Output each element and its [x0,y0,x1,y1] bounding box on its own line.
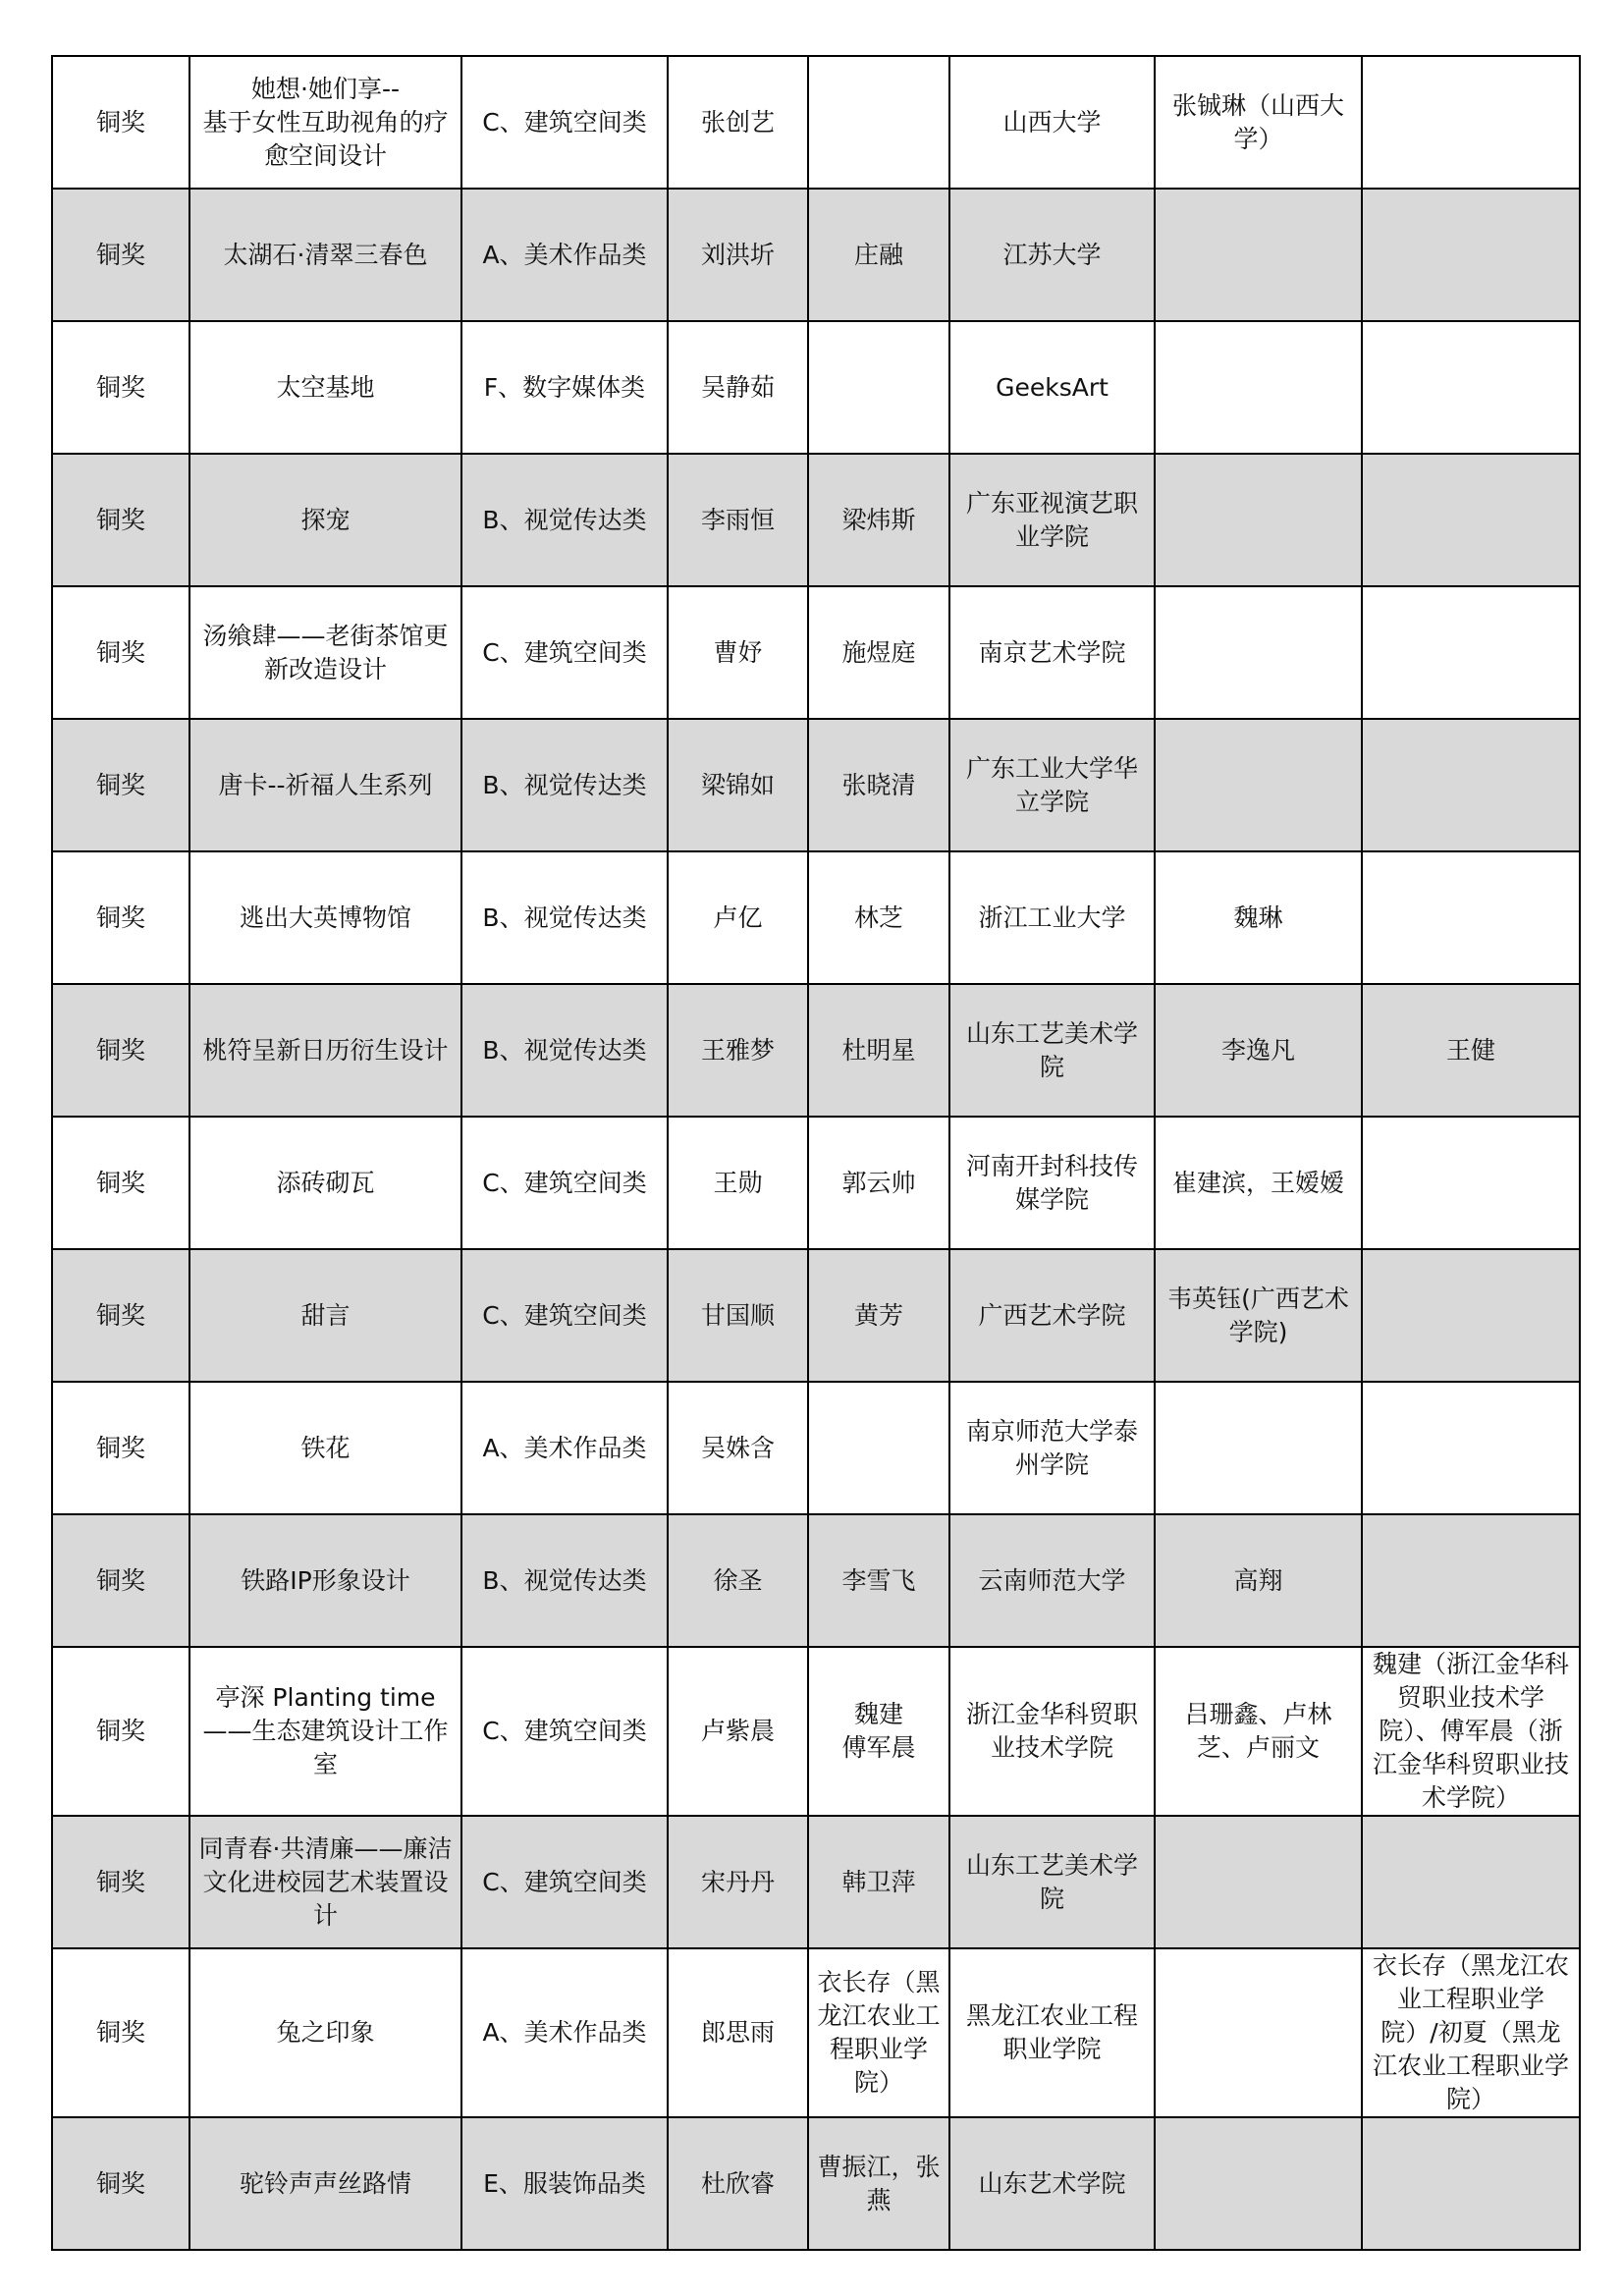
table-row [52,984,1580,1117]
advisor-cell-text: 韦英钰(广西艺术学院) [1167,1284,1349,1346]
teammates-cell [808,719,949,851]
school-cell-text: 广东工业大学华立学院 [965,753,1138,816]
advisor2-cell [1362,984,1580,1117]
author-cell [668,454,808,586]
school-cell-text: 云南师范大学 [978,1565,1126,1595]
table-row [52,1249,1580,1382]
teammates-cell-text: 梁炜斯 [841,505,916,534]
title-cell [189,454,461,586]
award-cell-text: 铜奖 [95,240,145,269]
award-cell [52,2117,189,2250]
author-cell-text: 甘国顺 [700,1300,775,1330]
award-cell [52,321,189,454]
title-cell [189,586,461,719]
category-cell [461,56,668,189]
category-cell [461,851,668,984]
school-cell [949,851,1155,984]
award-cell [52,984,189,1117]
title-cell-text: 同青春·共清廉——廉洁文化进校园艺术装置设计 [198,1833,453,1930]
title-cell-text: 驼铃声声丝路情 [239,2168,411,2198]
advisor-cell [1155,321,1362,454]
author-cell-text: 杜欣睿 [700,2168,775,2198]
author-cell-text: 吴静茹 [700,372,775,402]
title-cell [189,851,461,984]
advisor-cell [1155,56,1362,189]
category-cell-text: A、美术作品类 [482,1433,647,1462]
category-cell [461,586,668,719]
school-cell [949,586,1155,719]
teammates-cell [808,1948,949,2117]
award-cell-text: 铜奖 [95,1565,145,1595]
title-cell [189,189,461,321]
teammates-cell-text: 黄芳 [853,1300,903,1330]
title-cell [189,719,461,851]
category-cell [461,2117,668,2250]
category-cell-text: B、视觉传达类 [482,902,647,932]
award-cell [52,189,189,321]
award-cell [52,719,189,851]
teammates-cell-text: 衣长存（黑龙江农业工程职业学院） [817,1968,941,2097]
teammates-cell [808,189,949,321]
author-cell [668,189,808,321]
category-cell-text: A、美术作品类 [482,2018,647,2047]
author-cell-text: 曹妤 [713,637,763,667]
award-cell-text: 铜奖 [95,770,145,799]
advisor-cell [1155,1816,1362,1948]
teammates-cell [808,321,949,454]
category-cell-text: B、视觉传达类 [482,1565,647,1595]
author-cell [668,851,808,984]
category-cell-text: C、建筑空间类 [482,1300,647,1330]
title-cell-text: 太空基地 [276,372,375,402]
award-cell-text: 铜奖 [95,1717,145,1745]
table-row [52,2117,1580,2250]
advisor2-cell-text: 王健 [1445,1035,1495,1065]
author-cell-text: 郎思雨 [700,2018,775,2047]
title-cell-text: 铁路IP形象设计 [241,1565,410,1595]
award-cell [52,1647,189,1816]
school-cell [949,1647,1155,1816]
school-cell-text: 广西艺术学院 [978,1300,1126,1330]
title-cell [189,1948,461,2117]
school-cell-text: 南京艺术学院 [978,637,1126,667]
school-cell-text: 南京师范大学泰州学院 [965,1416,1138,1479]
school-cell [949,1514,1155,1647]
category-cell [461,1249,668,1382]
category-cell-text: C、建筑空间类 [482,1717,647,1745]
table-row [52,1382,1580,1514]
school-cell-text: 黑龙江农业工程职业学院 [965,2001,1138,2063]
title-cell [189,1816,461,1948]
category-cell [461,189,668,321]
school-cell-text: 浙江金华科贸职业技术学院 [965,1700,1138,1762]
author-cell-text: 卢亿 [713,902,763,932]
teammates-cell [808,56,949,189]
school-cell [949,984,1155,1117]
teammates-cell [808,1816,949,1948]
advisor-cell [1155,1382,1362,1514]
title-cell-text: 亭深 Planting time——生态建筑设计工作室 [202,1683,449,1778]
author-cell-text: 梁锦如 [700,770,775,799]
title-cell [189,1249,461,1382]
school-cell-text: 山东艺术学院 [978,2168,1126,2198]
advisor-cell [1155,586,1362,719]
author-cell-text: 王勋 [713,1168,763,1197]
author-cell-text: 卢紫晨 [700,1717,775,1745]
award-cell-text: 铜奖 [95,1300,145,1330]
advisor2-cell [1362,719,1580,851]
award-cell-text: 铜奖 [95,505,145,534]
advisor2-cell [1362,1647,1580,1816]
teammates-cell-text: 杜明星 [841,1035,916,1065]
title-cell [189,56,461,189]
award-cell [52,1514,189,1647]
author-cell-text: 徐圣 [713,1565,763,1595]
school-cell-text: 广东亚视演艺职业学院 [965,488,1138,551]
school-cell [949,189,1155,321]
teammates-cell [808,2117,949,2250]
title-cell [189,1647,461,1816]
table-row [52,1514,1580,1647]
author-cell-text: 李雨恒 [700,505,775,534]
title-cell [189,1382,461,1514]
advisor-cell [1155,2117,1362,2250]
school-cell [949,1948,1155,2117]
award-cell-text: 铜奖 [95,372,145,402]
table-row [52,1948,1580,2117]
school-cell [949,1382,1155,1514]
category-cell-text: F、数字媒体类 [483,372,646,402]
award-cell-text: 铜奖 [95,637,145,667]
category-cell [461,1948,668,2117]
table-row [52,719,1580,851]
school-cell [949,2117,1155,2250]
school-cell-text: 河南开封科技传媒学院 [965,1151,1138,1214]
advisor-cell [1155,1948,1362,2117]
author-cell [668,1249,808,1382]
award-cell-text: 铜奖 [95,1433,145,1462]
category-cell [461,1816,668,1948]
category-cell-text: C、建筑空间类 [482,107,647,137]
advisor2-cell [1362,1948,1580,2117]
school-cell [949,1249,1155,1382]
award-cell-text: 铜奖 [95,1168,145,1197]
author-cell [668,1382,808,1514]
teammates-cell [808,1647,949,1816]
table-row [52,851,1580,984]
advisor2-cell [1362,1117,1580,1249]
award-cell [52,1948,189,2117]
school-cell-text: 浙江工业大学 [978,902,1126,932]
author-cell [668,1948,808,2117]
category-cell-text: B、视觉传达类 [482,1035,647,1065]
teammates-cell-text: 施煜庭 [841,637,916,667]
advisor2-cell [1362,586,1580,719]
title-cell-text: 唐卡--祈福人生系列 [218,770,433,799]
advisor-cell [1155,851,1362,984]
school-cell [949,321,1155,454]
author-cell [668,321,808,454]
title-cell [189,984,461,1117]
category-cell [461,1514,668,1647]
title-cell-text: 桃符呈新日历衍生设计 [202,1035,449,1065]
advisor-cell-text: 吕珊鑫、卢林芝、卢丽文 [1184,1700,1332,1762]
advisor-cell-text: 李逸凡 [1220,1035,1295,1065]
title-cell-text: 汤飨肆——老街茶馆更新改造设计 [202,621,449,683]
title-cell-text: 兔之印象 [276,2018,375,2047]
teammates-cell-text: 庄融 [853,240,903,269]
author-cell [668,1514,808,1647]
award-cell [52,1249,189,1382]
author-cell [668,1647,808,1816]
title-cell [189,2117,461,2250]
advisor2-cell [1362,454,1580,586]
title-cell [189,321,461,454]
advisor2-cell [1362,1382,1580,1514]
teammates-cell [808,1382,949,1514]
teammates-cell [808,1249,949,1382]
category-cell-text: A、美术作品类 [482,240,647,269]
advisor2-cell [1362,2117,1580,2250]
advisor2-cell [1362,851,1580,984]
title-cell-text: 甜言 [300,1300,351,1330]
award-cell-text: 铜奖 [95,2018,145,2047]
advisor-cell [1155,454,1362,586]
advisor-cell [1155,1117,1362,1249]
category-cell [461,321,668,454]
advisor2-cell [1362,1816,1580,1948]
title-cell-text: 铁花 [300,1433,351,1462]
title-cell [189,1117,461,1249]
category-cell [461,1382,668,1514]
school-cell-text: 江苏大学 [1002,240,1102,269]
teammates-cell-text: 张晓清 [841,770,916,799]
teammates-cell-text: 林芝 [853,902,903,932]
advisor2-cell [1362,189,1580,321]
advisor2-cell-text: 衣长存（黑龙江农业工程职业学院）/初夏（黑龙江农业工程职业学院） [1372,1951,1569,2113]
category-cell-text: B、视觉传达类 [482,770,647,799]
category-cell [461,719,668,851]
table-row [52,1117,1580,1249]
school-cell-text: GeeksArt [996,372,1109,402]
category-cell [461,984,668,1117]
advisor-cell-text: 高翔 [1233,1565,1283,1595]
advisor-cell [1155,984,1362,1117]
author-cell [668,2117,808,2250]
school-cell-text: 山东工艺美术学院 [965,1018,1138,1081]
category-cell-text: E、服装饰品类 [483,2168,646,2198]
author-cell [668,586,808,719]
teammates-cell [808,1117,949,1249]
advisor-cell-text: 张铖琳（山西大学） [1171,90,1344,153]
award-cell [52,1117,189,1249]
advisor-cell [1155,719,1362,851]
advisor-cell-text: 魏琳 [1233,902,1283,932]
author-cell [668,1816,808,1948]
award-cell-text: 铜奖 [95,1035,145,1065]
award-cell [52,851,189,984]
title-cell-text: 探宠 [300,505,351,534]
table-row [52,321,1580,454]
teammates-cell [808,454,949,586]
awards-table-body [52,56,1580,2250]
category-cell-text: C、建筑空间类 [482,1867,647,1896]
author-cell-text: 张创艺 [700,107,775,137]
author-cell [668,1117,808,1249]
category-cell-text: B、视觉传达类 [482,505,647,534]
school-cell [949,1117,1155,1249]
author-cell [668,984,808,1117]
school-cell [949,56,1155,189]
author-cell-text: 宋丹丹 [700,1867,775,1896]
advisor-cell [1155,1647,1362,1816]
category-cell [461,1647,668,1816]
advisor2-cell [1362,1514,1580,1647]
award-cell-text: 铜奖 [95,902,145,932]
school-cell-text: 山东工艺美术学院 [965,1850,1138,1913]
table-row [52,1816,1580,1948]
teammates-cell-text: 韩卫萍 [841,1867,916,1896]
title-cell-text: 逃出大英博物馆 [239,902,411,932]
awards-table [51,55,1581,2251]
category-cell-text: C、建筑空间类 [482,1168,647,1197]
school-cell-text: 山西大学 [1002,107,1102,137]
author-cell [668,56,808,189]
category-cell [461,454,668,586]
title-cell-text: 她想·她们享-- 基于女性互助视角的疗愈空间设计 [202,74,449,170]
teammates-cell-text: 郭云帅 [841,1168,916,1197]
teammates-cell-text: 曹振江，张燕 [817,2152,941,2214]
table-row [52,1647,1580,1816]
advisor2-cell [1362,56,1580,189]
table-row [52,586,1580,719]
title-cell [189,1514,461,1647]
advisor2-cell-text: 魏建（浙江金华科贸职业技术学院）、傅军晨（浙江金华科贸职业技术学院） [1372,1650,1569,1812]
table-row [52,189,1580,321]
author-cell [668,719,808,851]
award-cell [52,586,189,719]
award-cell [52,454,189,586]
award-cell [52,1382,189,1514]
teammates-cell [808,851,949,984]
award-cell [52,1816,189,1948]
teammates-cell [808,586,949,719]
teammates-cell [808,984,949,1117]
teammates-cell-text: 李雪飞 [841,1565,916,1595]
school-cell [949,454,1155,586]
teammates-cell-text: 魏建 傅军晨 [841,1700,916,1762]
category-cell-text: C、建筑空间类 [482,637,647,667]
school-cell [949,1816,1155,1948]
advisor-cell-text: 崔建滨，王嫒嫒 [1171,1168,1344,1197]
teammates-cell [808,1514,949,1647]
advisor-cell [1155,1249,1362,1382]
author-cell-text: 王雅梦 [700,1035,775,1065]
award-cell-text: 铜奖 [95,1867,145,1896]
title-cell-text: 太湖石·清翠三春色 [223,240,428,269]
advisor-cell [1155,1514,1362,1647]
award-cell [52,56,189,189]
advisor2-cell [1362,1249,1580,1382]
award-cell-text: 铜奖 [95,107,145,137]
title-cell-text: 添砖砌瓦 [276,1168,375,1197]
school-cell [949,719,1155,851]
advisor2-cell [1362,321,1580,454]
author-cell-text: 吴姝含 [700,1433,775,1462]
award-cell-text: 铜奖 [95,2168,145,2198]
advisor-cell [1155,189,1362,321]
table-row [52,454,1580,586]
table-row [52,56,1580,189]
category-cell [461,1117,668,1249]
author-cell-text: 刘洪圻 [700,240,775,269]
